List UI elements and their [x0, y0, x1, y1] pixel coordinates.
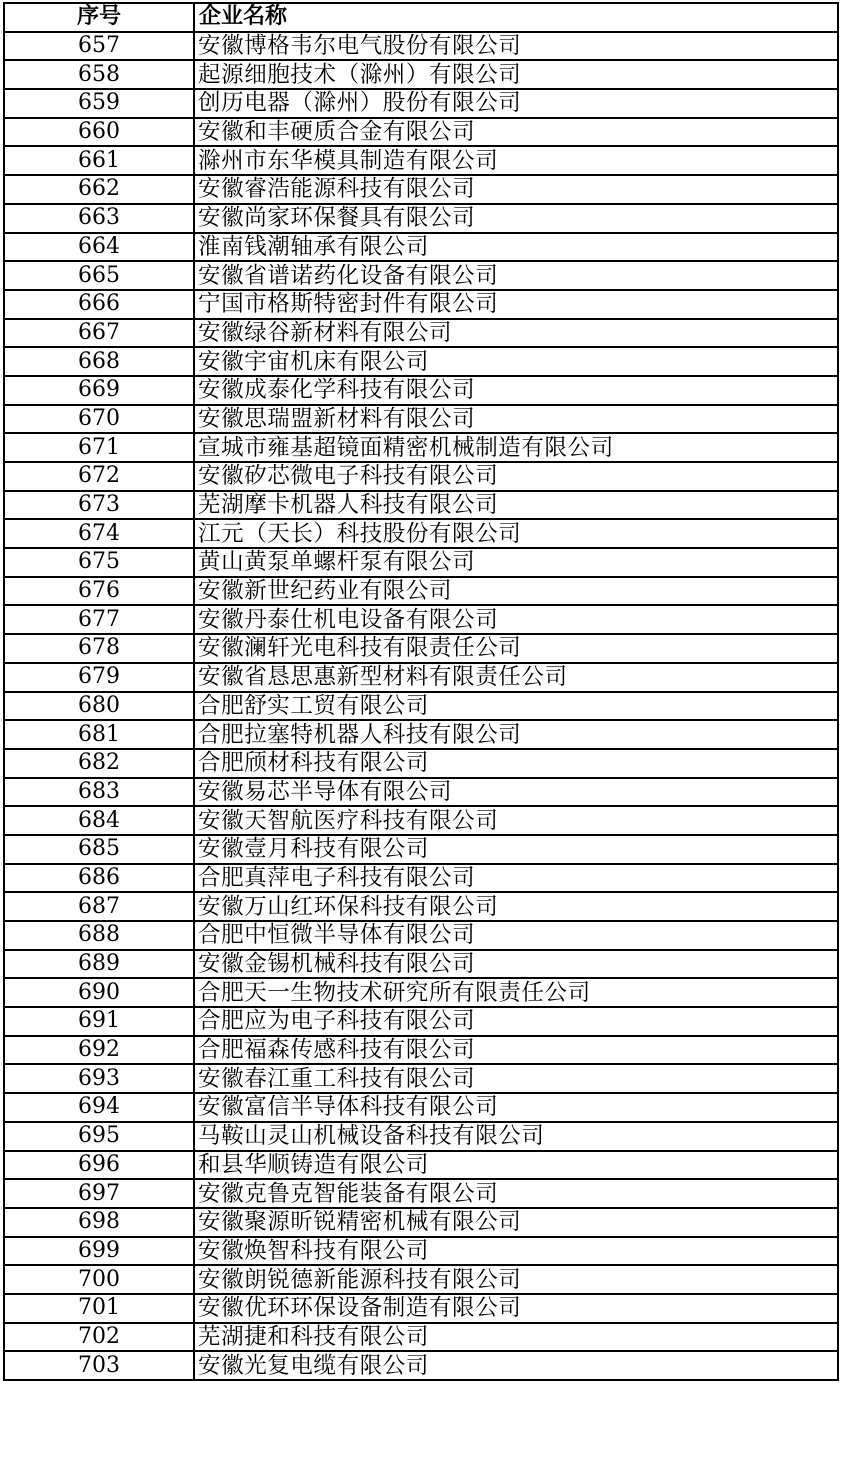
company-name-cell: 创历电器（滁州）股份有限公司 [194, 89, 838, 118]
table-row [4, 376, 838, 405]
company-name-cell: 安徽省恳思惠新型材料有限责任公司 [194, 663, 838, 692]
company-name-cell: 安徽易芯半导体有限公司 [194, 778, 838, 807]
serial-number-cell: 677 [4, 605, 194, 634]
table-row [4, 1093, 838, 1122]
serial-number-cell: 697 [4, 1179, 194, 1208]
table-row [4, 347, 838, 376]
company-name-cell: 芜湖摩卡机器人科技有限公司 [194, 491, 838, 520]
company-name-cell: 安徽丹泰仕机电设备有限公司 [194, 605, 838, 634]
company-name-cell: 安徽澜轩光电科技有限责任公司 [194, 634, 838, 663]
company-name-cell: 安徽富信半导体科技有限公司 [194, 1093, 838, 1122]
company-name-cell: 安徽朗锐德新能源科技有限公司 [194, 1265, 838, 1294]
serial-number-cell: 661 [4, 146, 194, 175]
serial-number-cell: 694 [4, 1093, 194, 1122]
serial-number-cell: 659 [4, 89, 194, 118]
serial-number-cell: 657 [4, 32, 194, 61]
table-row [4, 1064, 838, 1093]
company-name-cell: 安徽尚家环保餐具有限公司 [194, 204, 838, 233]
serial-number-cell: 666 [4, 290, 194, 319]
company-name-cell: 江元（天长）科技股份有限公司 [194, 519, 838, 548]
company-name-cell: 起源细胞技术（滁州）有限公司 [194, 60, 838, 89]
serial-number-cell: 681 [4, 720, 194, 749]
serial-number-cell: 698 [4, 1208, 194, 1237]
company-name-cell: 安徽金锡机械科技有限公司 [194, 950, 838, 979]
table-row [4, 233, 838, 262]
company-name-cell: 安徽新世纪药业有限公司 [194, 577, 838, 606]
table-row [4, 491, 838, 520]
table-row [4, 1036, 838, 1065]
table-row [4, 950, 838, 979]
company-name-cell: 马鞍山灵山机械设备科技有限公司 [194, 1122, 838, 1151]
serial-number-cell: 701 [4, 1294, 194, 1323]
table-row [4, 60, 838, 89]
table-row [4, 290, 838, 319]
table-row [4, 175, 838, 204]
table-row [4, 1294, 838, 1323]
table-row [4, 146, 838, 175]
company-name-cell: 安徽优环环保设备制造有限公司 [194, 1294, 838, 1323]
serial-number-cell: 683 [4, 778, 194, 807]
table-row [4, 806, 838, 835]
serial-number-cell: 663 [4, 204, 194, 233]
company-name-cell: 合肥真萍电子科技有限公司 [194, 864, 838, 893]
serial-number-cell: 686 [4, 864, 194, 893]
table-row [4, 1265, 838, 1294]
company-name-cell: 安徽睿浩能源科技有限公司 [194, 175, 838, 204]
serial-number-cell: 673 [4, 491, 194, 520]
serial-number-cell: 679 [4, 663, 194, 692]
serial-number-cell: 692 [4, 1036, 194, 1065]
table-row [4, 605, 838, 634]
table-row [4, 1122, 838, 1151]
serial-number-cell: 676 [4, 577, 194, 606]
company-name-cell: 安徽聚源昕锐精密机械有限公司 [194, 1208, 838, 1237]
company-name-cell: 安徽博格韦尔电气股份有限公司 [194, 32, 838, 61]
serial-number-cell: 695 [4, 1122, 194, 1151]
table-row [4, 405, 838, 434]
serial-number-cell: 668 [4, 347, 194, 376]
table-row [4, 1351, 838, 1380]
serial-number-cell: 689 [4, 950, 194, 979]
header-row [4, 3, 838, 32]
company-name-cell: 宁国市格斯特密封件有限公司 [194, 290, 838, 319]
table-row [4, 864, 838, 893]
company-name-cell: 滁州市东华模具制造有限公司 [194, 146, 838, 175]
serial-number-cell: 702 [4, 1323, 194, 1352]
table-row [4, 1007, 838, 1036]
company-name-header: 企业名称 [194, 3, 838, 32]
serial-number-cell: 684 [4, 806, 194, 835]
table-row [4, 261, 838, 290]
company-name-cell: 安徽光复电缆有限公司 [194, 1351, 838, 1380]
serial-number-cell: 687 [4, 892, 194, 921]
company-name-cell: 安徽宇宙机床有限公司 [194, 347, 838, 376]
serial-number-cell: 662 [4, 175, 194, 204]
table-row [4, 319, 838, 348]
company-name-cell: 安徽绿谷新材料有限公司 [194, 319, 838, 348]
company-name-cell: 芜湖捷和科技有限公司 [194, 1323, 838, 1352]
company-name-cell: 合肥颀材科技有限公司 [194, 749, 838, 778]
table-row [4, 663, 838, 692]
company-name-cell: 合肥拉塞特机器人科技有限公司 [194, 720, 838, 749]
table-row [4, 32, 838, 61]
company-name-cell: 宣城市雍基超镜面精密机械制造有限公司 [194, 433, 838, 462]
serial-number-cell: 678 [4, 634, 194, 663]
table-row [4, 1323, 838, 1352]
serial-number-cell: 669 [4, 376, 194, 405]
serial-number-cell: 660 [4, 118, 194, 147]
company-name-cell: 合肥福森传感科技有限公司 [194, 1036, 838, 1065]
serial-number-header: 序号 [4, 3, 194, 32]
table-row [4, 778, 838, 807]
serial-number-cell: 667 [4, 319, 194, 348]
serial-number-cell: 682 [4, 749, 194, 778]
company-name-cell: 安徽克鲁克智能装备有限公司 [194, 1179, 838, 1208]
serial-number-cell: 674 [4, 519, 194, 548]
table-row [4, 749, 838, 778]
company-name-cell: 安徽春江重工科技有限公司 [194, 1064, 838, 1093]
company-name-cell: 安徽矽芯微电子科技有限公司 [194, 462, 838, 491]
table-row [4, 1208, 838, 1237]
company-name-cell: 安徽思瑞盟新材料有限公司 [194, 405, 838, 434]
table-body [4, 32, 838, 1380]
table-row [4, 692, 838, 721]
table-row [4, 1151, 838, 1180]
serial-number-cell: 703 [4, 1351, 194, 1380]
serial-number-cell: 680 [4, 692, 194, 721]
serial-number-cell: 691 [4, 1007, 194, 1036]
table-row [4, 720, 838, 749]
company-name-cell: 安徽焕智科技有限公司 [194, 1237, 838, 1266]
company-name-cell: 合肥天一生物技术研究所有限责任公司 [194, 978, 838, 1007]
company-name-cell: 安徽成泰化学科技有限公司 [194, 376, 838, 405]
table-row [4, 892, 838, 921]
serial-number-cell: 658 [4, 60, 194, 89]
serial-number-cell: 671 [4, 433, 194, 462]
table-row [4, 89, 838, 118]
company-name-cell: 淮南钱潮轴承有限公司 [194, 233, 838, 262]
table-row [4, 519, 838, 548]
table-row [4, 978, 838, 1007]
serial-number-cell: 670 [4, 405, 194, 434]
serial-number-cell: 696 [4, 1151, 194, 1180]
serial-number-cell: 675 [4, 548, 194, 577]
serial-number-cell: 700 [4, 1265, 194, 1294]
table-row [4, 433, 838, 462]
serial-number-cell: 699 [4, 1237, 194, 1266]
table-row [4, 634, 838, 663]
table-row [4, 548, 838, 577]
company-name-cell: 和县华顺铸造有限公司 [194, 1151, 838, 1180]
serial-number-cell: 665 [4, 261, 194, 290]
table-row [4, 118, 838, 147]
company-list-table [3, 2, 839, 1381]
company-name-cell: 黄山黄泵单螺杆泵有限公司 [194, 548, 838, 577]
company-name-cell: 安徽壹月科技有限公司 [194, 835, 838, 864]
table-row [4, 1179, 838, 1208]
company-name-cell: 安徽万山红环保科技有限公司 [194, 892, 838, 921]
company-name-cell: 合肥舒实工贸有限公司 [194, 692, 838, 721]
serial-number-cell: 690 [4, 978, 194, 1007]
table-row [4, 462, 838, 491]
table-header [4, 3, 838, 32]
serial-number-cell: 693 [4, 1064, 194, 1093]
serial-number-cell: 688 [4, 921, 194, 950]
table-row [4, 921, 838, 950]
table-row [4, 835, 838, 864]
serial-number-cell: 672 [4, 462, 194, 491]
table-row [4, 1237, 838, 1266]
company-name-cell: 安徽和丰硬质合金有限公司 [194, 118, 838, 147]
table-row [4, 204, 838, 233]
company-name-cell: 安徽省谱诺药化设备有限公司 [194, 261, 838, 290]
company-name-cell: 安徽天智航医疗科技有限公司 [194, 806, 838, 835]
serial-number-cell: 685 [4, 835, 194, 864]
table-row [4, 577, 838, 606]
company-name-cell: 合肥中恒微半导体有限公司 [194, 921, 838, 950]
company-name-cell: 合肥应为电子科技有限公司 [194, 1007, 838, 1036]
serial-number-cell: 664 [4, 233, 194, 262]
